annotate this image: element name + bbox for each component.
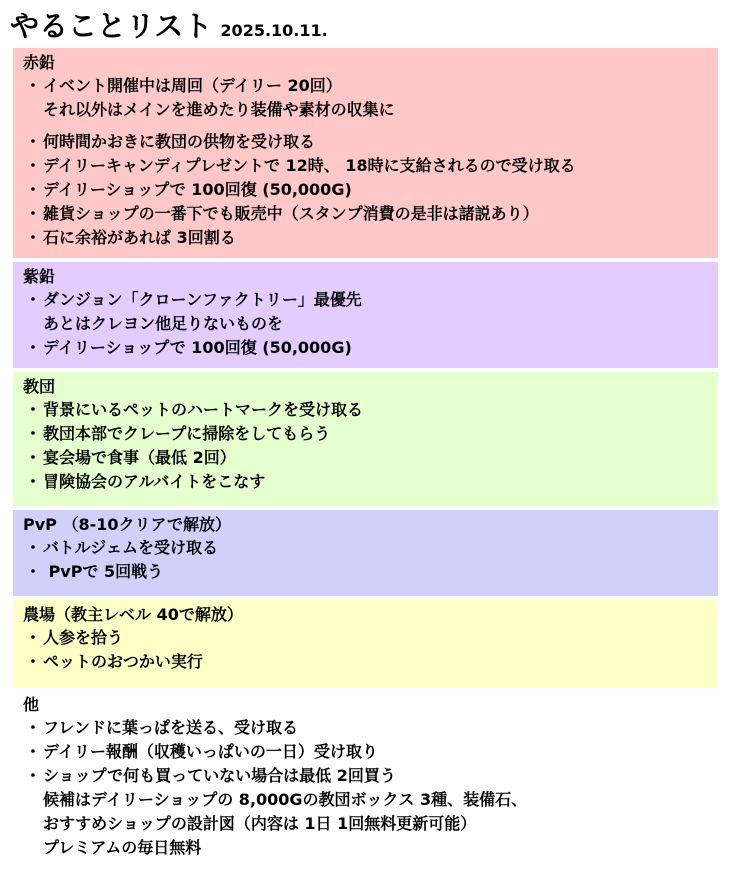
bullet: ・ <box>24 132 41 151</box>
list-item <box>23 336 718 360</box>
bullet: ・ <box>24 742 41 761</box>
list-item <box>23 536 718 560</box>
list-item <box>23 288 718 336</box>
list-item-text: デイリーショップで 100回復 (50,000G) <box>43 180 352 199</box>
bullet: ・ <box>24 180 41 199</box>
list-item <box>23 398 718 422</box>
list-item-text: おすすめショップの設計図（内容は 1日 1回無料更新可能） <box>43 814 477 833</box>
bullet: ・ <box>24 718 41 737</box>
bullet: ・ <box>24 204 41 223</box>
list-item-text: ダンジョン「クローンファクトリー」最優先 <box>43 290 362 309</box>
bullet: ・ <box>24 628 41 647</box>
section-title: 教団 <box>23 377 56 396</box>
list-item <box>23 560 718 584</box>
bullet: ・ <box>24 338 41 357</box>
list-item-text: あとはクレヨン他足りないものを <box>43 314 284 333</box>
bullet: ・ <box>24 562 41 581</box>
list-item-text: バトルジェムを受け取る <box>43 538 218 557</box>
section-purple-lead <box>13 262 718 368</box>
list-item <box>23 470 718 494</box>
list-item-text: 人参を拾う <box>43 628 124 647</box>
list-item-text: ショップで何も買っていない場合は最低 2回買う <box>43 766 396 785</box>
list-item-text: 冒険協会のアルバイトをこなす <box>43 472 266 491</box>
bullet: ・ <box>24 472 41 491</box>
page-header <box>10 4 328 44</box>
bullet: ・ <box>24 156 41 175</box>
list-item-text: 石に余裕があれば 3回割る <box>43 228 236 247</box>
list-item-text: デイリーショップで 100回復 (50,000G) <box>43 338 352 357</box>
bullet: ・ <box>24 424 41 443</box>
list-item-text: それ以外はメインを進めたり装備や素材の収集に <box>43 100 395 119</box>
list-item <box>23 626 718 650</box>
section-title: 紫鉛 <box>23 267 56 286</box>
bullet: ・ <box>24 290 41 309</box>
list-item <box>23 154 718 178</box>
list-item <box>23 178 718 202</box>
bullet: ・ <box>24 448 41 467</box>
section-title: PvP （8-10クリアで解放） <box>23 515 231 534</box>
section-title: 他 <box>23 695 40 714</box>
list-item <box>23 422 718 446</box>
list-item-text: 背景にいるペットのハートマークを受け取る <box>43 400 364 419</box>
section-cult <box>13 372 718 506</box>
bullet: ・ <box>24 652 41 671</box>
list-item-text: フレンドに葉っぱを送る、受け取る <box>43 718 298 737</box>
list-item <box>23 740 718 764</box>
list-item <box>23 226 718 250</box>
list-item-text: 教団本部でクレープに掃除をしてもらう <box>43 424 331 443</box>
list-item-text: PvPで 5回戦う <box>43 562 164 581</box>
list-item <box>23 446 718 470</box>
section-other <box>13 690 718 870</box>
list-item-text: 宴会場で食事（最低 2回） <box>43 448 236 467</box>
section-pvp <box>13 510 718 596</box>
list-item-text: 候補はデイリーショップの 8,000Gの教団ボックス 3種、装備石、 <box>43 790 528 809</box>
list-item <box>23 764 718 860</box>
section-title: 赤鉛 <box>23 53 56 72</box>
list-item <box>23 202 718 226</box>
list-item-text: 雑貨ショップの一番下でも販売中（スタンプ消費の是非は諸説あり） <box>43 204 539 223</box>
list-item-text: デイリーキャンディプレゼントで 12時、 18時に支給されるので受け取る <box>43 156 576 175</box>
list-item <box>23 650 718 674</box>
section-farm <box>13 600 718 688</box>
list-item-text: プレミアムの毎日無料 <box>43 838 202 857</box>
section-red-lead <box>13 48 718 258</box>
bullet: ・ <box>24 76 41 95</box>
bullet: ・ <box>24 400 41 419</box>
bullet: ・ <box>24 228 41 247</box>
list-item <box>23 130 718 154</box>
list-item-text: 何時間かおきに教団の供物を受け取る <box>43 132 316 151</box>
page-title: やることリスト <box>10 9 213 43</box>
list-item <box>23 74 718 122</box>
bullet: ・ <box>24 538 41 557</box>
section-title: 農場（教主レベル 40で解放） <box>23 605 243 624</box>
list-item <box>23 716 718 740</box>
list-item-text: イベント開催中は周回（デイリー 20回） <box>43 76 342 95</box>
page-date: 2025.10.11. <box>220 21 328 40</box>
list-item-text: デイリー報酬（収穫いっぱいの一日）受け取り <box>43 742 378 761</box>
bullet: ・ <box>24 766 41 785</box>
list-item-text: ペットのおつかい実行 <box>43 652 203 671</box>
